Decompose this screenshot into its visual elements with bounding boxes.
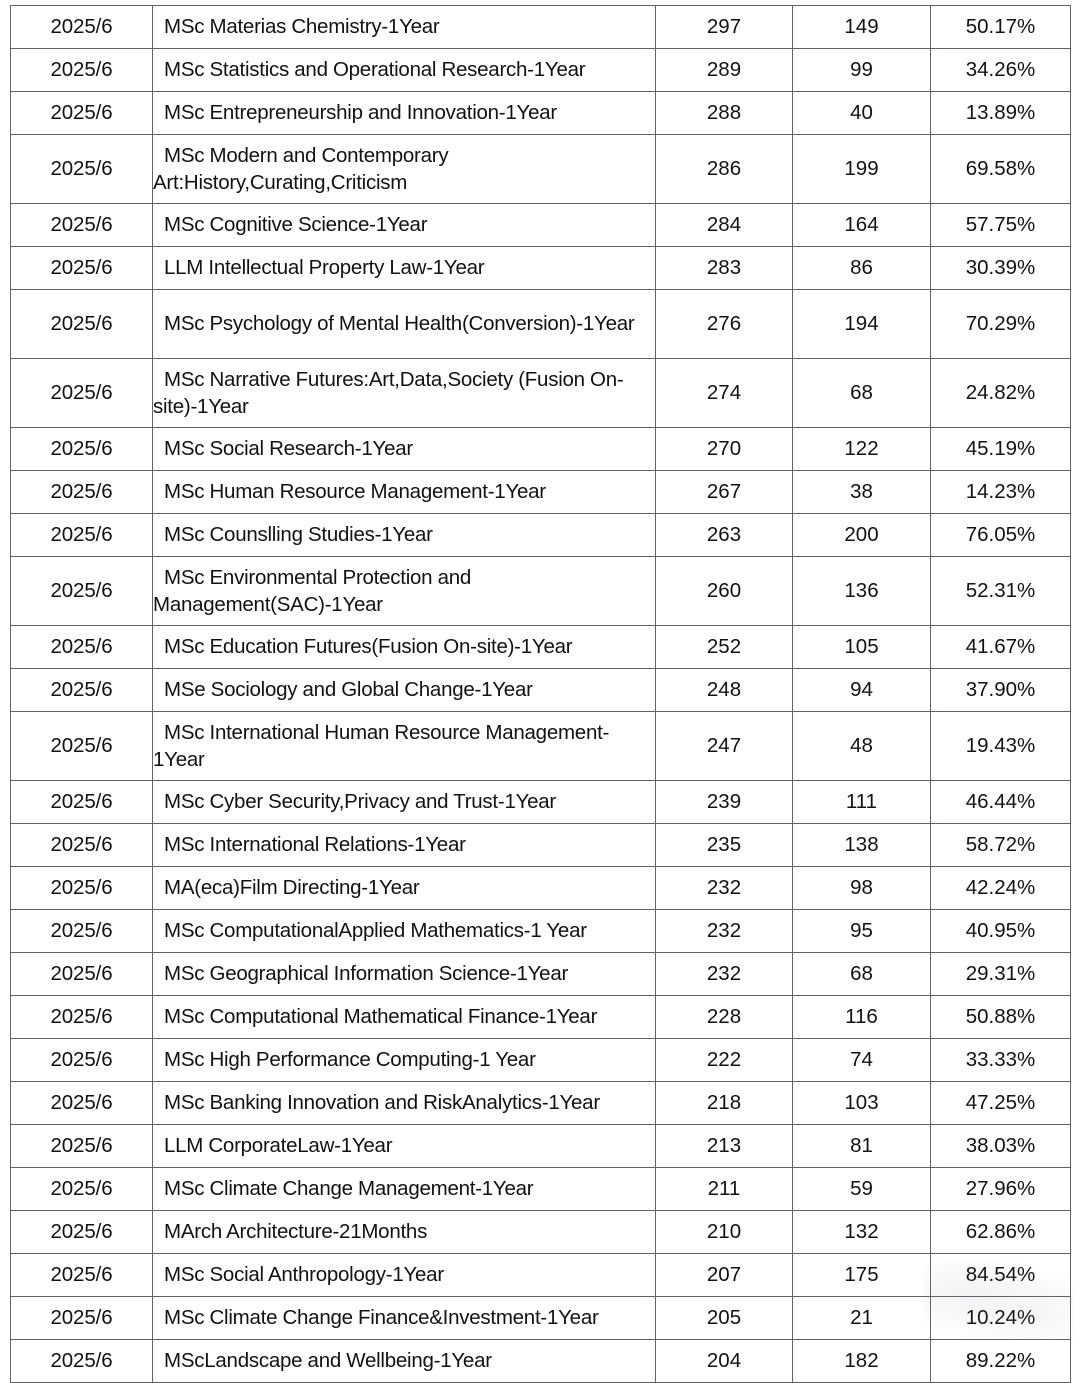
cell-term: 2025/6 xyxy=(11,6,153,49)
table-row xyxy=(11,953,1071,996)
cell-applications: 283 xyxy=(656,247,793,290)
table-row xyxy=(11,910,1071,953)
table-row xyxy=(11,471,1071,514)
cell-offers: 149 xyxy=(793,6,931,49)
table-row xyxy=(11,626,1071,669)
cell-offer-rate: 50.88% xyxy=(931,996,1071,1039)
table-row xyxy=(11,514,1071,557)
cell-programme: LLM Intellectual Property Law-1Year xyxy=(153,247,656,290)
cell-programme: MSc Cognitive Science-1Year xyxy=(153,204,656,247)
cell-applications: 210 xyxy=(656,1211,793,1254)
cell-offer-rate: 14.23% xyxy=(931,471,1071,514)
table-row xyxy=(11,204,1071,247)
cell-offers: 40 xyxy=(793,92,931,135)
cell-term: 2025/6 xyxy=(11,626,153,669)
cell-offer-rate: 34.26% xyxy=(931,49,1071,92)
table-row xyxy=(11,1340,1071,1383)
cell-applications: 239 xyxy=(656,781,793,824)
cell-offer-rate: 45.19% xyxy=(931,428,1071,471)
cell-offer-rate: 24.82% xyxy=(931,359,1071,428)
cell-programme: MSc Cyber Security,Privacy and Trust-1Year xyxy=(153,781,656,824)
cell-offer-rate: 69.58% xyxy=(931,135,1071,204)
cell-applications: 205 xyxy=(656,1297,793,1340)
cell-offers: 98 xyxy=(793,867,931,910)
cell-offer-rate: 30.39% xyxy=(931,247,1071,290)
cell-applications: 204 xyxy=(656,1340,793,1383)
cell-offer-rate: 42.24% xyxy=(931,867,1071,910)
cell-offer-rate: 52.31% xyxy=(931,557,1071,626)
cell-offer-rate: 13.89% xyxy=(931,92,1071,135)
cell-programme: MSc Entrepreneurship and Innovation-1Year xyxy=(153,92,656,135)
cell-applications: 235 xyxy=(656,824,793,867)
cell-offers: 59 xyxy=(793,1168,931,1211)
cell-programme: LLM CorporateLaw-1Year xyxy=(153,1125,656,1168)
cell-term: 2025/6 xyxy=(11,712,153,781)
cell-offer-rate: 89.22% xyxy=(931,1340,1071,1383)
cell-term: 2025/6 xyxy=(11,557,153,626)
cell-offers: 111 xyxy=(793,781,931,824)
cell-offers: 103 xyxy=(793,1082,931,1125)
cell-offers: 199 xyxy=(793,135,931,204)
cell-term: 2025/6 xyxy=(11,428,153,471)
cell-offer-rate: 38.03% xyxy=(931,1125,1071,1168)
cell-programme: MSc Materias Chemistry-1Year xyxy=(153,6,656,49)
cell-applications: 286 xyxy=(656,135,793,204)
cell-applications: 232 xyxy=(656,910,793,953)
cell-programme: MSc Banking Innovation and RiskAnalytics-1Year xyxy=(153,1082,656,1125)
cell-offers: 182 xyxy=(793,1340,931,1383)
cell-offer-rate: 41.67% xyxy=(931,626,1071,669)
cell-programme: MSc International Relations-1Year xyxy=(153,824,656,867)
cell-applications: 213 xyxy=(656,1125,793,1168)
cell-programme: MSc Education Futures(Fusion On-site)-1Year xyxy=(153,626,656,669)
cell-applications: 222 xyxy=(656,1039,793,1082)
table-body xyxy=(11,6,1071,1383)
cell-term: 2025/6 xyxy=(11,290,153,359)
table-row xyxy=(11,712,1071,781)
cell-offers: 136 xyxy=(793,557,931,626)
cell-term: 2025/6 xyxy=(11,781,153,824)
cell-offers: 132 xyxy=(793,1211,931,1254)
cell-applications: 260 xyxy=(656,557,793,626)
cell-offers: 116 xyxy=(793,996,931,1039)
cell-term: 2025/6 xyxy=(11,247,153,290)
cell-offers: 105 xyxy=(793,626,931,669)
cell-offers: 95 xyxy=(793,910,931,953)
cell-programme: MSc High Performance Computing-1 Year xyxy=(153,1039,656,1082)
cell-term: 2025/6 xyxy=(11,1168,153,1211)
cell-applications: 270 xyxy=(656,428,793,471)
cell-applications: 288 xyxy=(656,92,793,135)
table-row xyxy=(11,1039,1071,1082)
cell-programme: MArch Architecture-21Months xyxy=(153,1211,656,1254)
cell-programme: MSc Human Resource Management-1Year xyxy=(153,471,656,514)
cell-offer-rate: 76.05% xyxy=(931,514,1071,557)
table-row xyxy=(11,781,1071,824)
cell-applications: 211 xyxy=(656,1168,793,1211)
cell-term: 2025/6 xyxy=(11,1211,153,1254)
table-row xyxy=(11,824,1071,867)
table-row xyxy=(11,428,1071,471)
cell-offer-rate: 37.90% xyxy=(931,669,1071,712)
table-row xyxy=(11,1125,1071,1168)
table-row xyxy=(11,290,1071,359)
cell-term: 2025/6 xyxy=(11,953,153,996)
cell-offers: 81 xyxy=(793,1125,931,1168)
cell-applications: 252 xyxy=(656,626,793,669)
table-row xyxy=(11,1297,1071,1340)
cell-programme: MSc Psychology of Mental Health(Conversion)-1Year xyxy=(153,290,656,359)
cell-applications: 218 xyxy=(656,1082,793,1125)
admissions-table xyxy=(10,5,1071,1383)
table-row xyxy=(11,867,1071,910)
cell-applications: 232 xyxy=(656,867,793,910)
cell-term: 2025/6 xyxy=(11,471,153,514)
cell-offer-rate: 46.44% xyxy=(931,781,1071,824)
cell-offer-rate: 70.29% xyxy=(931,290,1071,359)
table-row xyxy=(11,49,1071,92)
cell-applications: 232 xyxy=(656,953,793,996)
cell-offer-rate: 47.25% xyxy=(931,1082,1071,1125)
cell-term: 2025/6 xyxy=(11,1039,153,1082)
cell-programme: MSc ComputationalApplied Mathematics-1 Year xyxy=(153,910,656,953)
cell-offer-rate: 57.75% xyxy=(931,204,1071,247)
cell-programme: MSc Statistics and Operational Research-1Year xyxy=(153,49,656,92)
cell-offers: 38 xyxy=(793,471,931,514)
cell-programme: MSc Environmental Protection and Management(SAC)-1Year xyxy=(153,557,656,626)
cell-term: 2025/6 xyxy=(11,1340,153,1383)
cell-applications: 289 xyxy=(656,49,793,92)
cell-applications: 207 xyxy=(656,1254,793,1297)
cell-term: 2025/6 xyxy=(11,49,153,92)
table-row xyxy=(11,1082,1071,1125)
cell-programme: MSc Social Research-1Year xyxy=(153,428,656,471)
cell-term: 2025/6 xyxy=(11,1125,153,1168)
cell-programme: MSc Climate Change Finance&Investment-1Year xyxy=(153,1297,656,1340)
cell-programme: MA(eca)Film Directing-1Year xyxy=(153,867,656,910)
cell-offer-rate: 50.17% xyxy=(931,6,1071,49)
cell-programme: MSc Social Anthropology-1Year xyxy=(153,1254,656,1297)
cell-applications: 284 xyxy=(656,204,793,247)
cell-applications: 228 xyxy=(656,996,793,1039)
table-row xyxy=(11,1168,1071,1211)
cell-programme: MScLandscape and Wellbeing-1Year xyxy=(153,1340,656,1383)
cell-applications: 263 xyxy=(656,514,793,557)
cell-offers: 74 xyxy=(793,1039,931,1082)
cell-applications: 247 xyxy=(656,712,793,781)
cell-offers: 86 xyxy=(793,247,931,290)
cell-offer-rate: 19.43% xyxy=(931,712,1071,781)
cell-programme: MSc Counslling Studies-1Year xyxy=(153,514,656,557)
cell-offers: 94 xyxy=(793,669,931,712)
cell-offer-rate: 58.72% xyxy=(931,824,1071,867)
cell-offers: 68 xyxy=(793,359,931,428)
cell-term: 2025/6 xyxy=(11,514,153,557)
table-row xyxy=(11,1254,1071,1297)
cell-programme: MSc Modern and Contemporary Art:History,Curating,Criticism xyxy=(153,135,656,204)
cell-offer-rate: 33.33% xyxy=(931,1039,1071,1082)
cell-term: 2025/6 xyxy=(11,1254,153,1297)
cell-programme: MSc Narrative Futures:Art,Data,Society (Fusion On-site)-1Year xyxy=(153,359,656,428)
cell-term: 2025/6 xyxy=(11,1082,153,1125)
cell-offers: 122 xyxy=(793,428,931,471)
cell-programme: MSc Climate Change Management-1Year xyxy=(153,1168,656,1211)
table-row xyxy=(11,6,1071,49)
cell-term: 2025/6 xyxy=(11,92,153,135)
cell-term: 2025/6 xyxy=(11,669,153,712)
table-row xyxy=(11,1211,1071,1254)
cell-applications: 248 xyxy=(656,669,793,712)
cell-offer-rate: 62.86% xyxy=(931,1211,1071,1254)
cell-applications: 276 xyxy=(656,290,793,359)
table-row xyxy=(11,669,1071,712)
cell-offer-rate: 84.54% xyxy=(931,1254,1071,1297)
cell-term: 2025/6 xyxy=(11,824,153,867)
cell-offers: 99 xyxy=(793,49,931,92)
cell-offers: 164 xyxy=(793,204,931,247)
table-row xyxy=(11,247,1071,290)
cell-applications: 274 xyxy=(656,359,793,428)
cell-offers: 194 xyxy=(793,290,931,359)
cell-term: 2025/6 xyxy=(11,359,153,428)
cell-offer-rate: 27.96% xyxy=(931,1168,1071,1211)
cell-offers: 21 xyxy=(793,1297,931,1340)
cell-offer-rate: 10.24% xyxy=(931,1297,1071,1340)
cell-offers: 68 xyxy=(793,953,931,996)
cell-programme: MSe Sociology and Global Change-1Year xyxy=(153,669,656,712)
cell-programme: MSc International Human Resource Management-1Year xyxy=(153,712,656,781)
cell-offers: 138 xyxy=(793,824,931,867)
cell-term: 2025/6 xyxy=(11,1297,153,1340)
cell-term: 2025/6 xyxy=(11,996,153,1039)
cell-term: 2025/6 xyxy=(11,867,153,910)
cell-term: 2025/6 xyxy=(11,910,153,953)
cell-offer-rate: 29.31% xyxy=(931,953,1071,996)
cell-applications: 267 xyxy=(656,471,793,514)
cell-programme: MSc Geographical Information Science-1Year xyxy=(153,953,656,996)
cell-offers: 175 xyxy=(793,1254,931,1297)
cell-programme: MSc Computational Mathematical Finance-1Year xyxy=(153,996,656,1039)
cell-term: 2025/6 xyxy=(11,135,153,204)
table-row xyxy=(11,996,1071,1039)
cell-term: 2025/6 xyxy=(11,204,153,247)
cell-applications: 297 xyxy=(656,6,793,49)
table-row xyxy=(11,135,1071,204)
table-row xyxy=(11,557,1071,626)
cell-offer-rate: 40.95% xyxy=(931,910,1071,953)
table-row xyxy=(11,92,1071,135)
cell-offers: 48 xyxy=(793,712,931,781)
cell-offers: 200 xyxy=(793,514,931,557)
table-row xyxy=(11,359,1071,428)
